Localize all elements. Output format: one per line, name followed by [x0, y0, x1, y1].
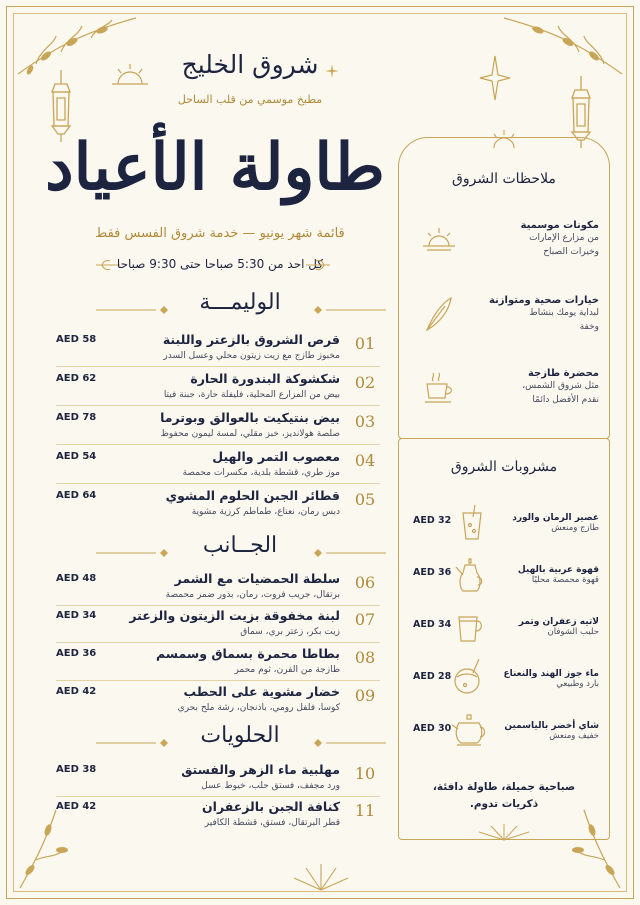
- drink-price: AED 28: [413, 671, 452, 682]
- section-title-desserts: الحلويات: [200, 723, 280, 748]
- item-description: صلصة هولانديز، خبز مقلي، لمسة ليمون محفوظ: [160, 429, 340, 439]
- drink-description: حليب الشوفان: [547, 627, 599, 637]
- sunrise-icon: [112, 62, 148, 86]
- offer-line: قائمة شهر يونيو — خدمة شروق الفسس فقط: [95, 226, 345, 241]
- item-description: دبس رمان، نعناع، طماطم كرزية مشوية: [191, 507, 340, 517]
- drink-item: [413, 617, 599, 657]
- item-description: موز طري، قشطة بلدية، مكسرات محمصة: [182, 468, 340, 478]
- drink-text: [499, 617, 599, 637]
- drink-name: ماء جوز الهند والنعناع: [503, 669, 599, 679]
- item-number: 05: [354, 490, 376, 509]
- notes-title: ملاحظات الشروق: [452, 171, 556, 187]
- drink-item: [413, 513, 599, 553]
- drink-name: قهوة عربية بالهيل: [517, 565, 599, 575]
- restaurant-tagline: مطبخ موسمي من قلب الساحل: [177, 93, 323, 106]
- item-name: سلطة الحمضيات مع الشمر: [174, 571, 340, 586]
- item-number: 04: [354, 451, 376, 470]
- closing-line: صباحية جميلة، طاولة دافئة،: [432, 781, 576, 793]
- item-number: 08: [354, 648, 376, 667]
- item-divider: [56, 796, 380, 797]
- item-price: AED 64: [56, 490, 97, 501]
- drink-text: [499, 565, 599, 585]
- item-price: AED 38: [56, 764, 97, 775]
- item-divider: [56, 605, 380, 606]
- section-title-feast: الوليمـــة: [199, 290, 281, 315]
- drink-description: بارد وطبيعي: [556, 679, 599, 689]
- item-name: قرص الشروق بالزعتر واللبنة: [162, 332, 340, 347]
- drink-price: AED 32: [413, 515, 452, 526]
- item-description: طازجة من الفرن، ثوم محمر: [234, 665, 340, 675]
- note-title: محضرة طازجة: [527, 368, 599, 379]
- item-name: قطائر الجبن الحلوم المشوي: [165, 488, 340, 503]
- sunburst-icon: [469, 822, 539, 840]
- teapot-icon: [451, 713, 487, 747]
- item-name: لبنة مخفوقة بزيت الزيتون والزعتر: [129, 608, 340, 623]
- drink-item: [413, 721, 599, 761]
- service-hours: كل احد من 5:30 صباحا حتى 9:30 صباحا: [116, 257, 324, 271]
- menu-item: [40, 646, 380, 686]
- sunrise-icon: [489, 130, 519, 150]
- coffee-pot-icon: [455, 557, 485, 593]
- sunrise-icon: [423, 226, 455, 252]
- item-number: 02: [354, 373, 376, 392]
- note-desc: مثل شروق الشمس،: [522, 381, 599, 391]
- item-description: كوسا، فلفل رومي، باذنجان، رشة ملح بحري: [177, 703, 340, 713]
- drink-price: AED 34: [413, 619, 452, 630]
- item-divider: [56, 444, 380, 445]
- item-number: 03: [354, 412, 376, 431]
- note-desc: وخفة: [579, 322, 599, 332]
- floral-corner-icon: [494, 14, 624, 124]
- drink-name: لاتيه زعفران وتمر: [518, 617, 599, 627]
- menu-item: [40, 571, 380, 611]
- closing-line: ذكريات تدوم.: [469, 798, 539, 810]
- item-description: ورد مجفف، فستق حلب، خيوط عسل: [201, 781, 340, 791]
- juice-glass-icon: [459, 505, 485, 541]
- drink-description: قهوة محمصة محليًا: [531, 575, 599, 585]
- note-desc: من مزارع الإمارات: [529, 233, 599, 243]
- star-icon: [480, 56, 510, 100]
- note-item: [479, 368, 599, 407]
- coffee-cup-icon: [423, 372, 457, 406]
- item-name: مهلبية ماء الزهر والفستق: [181, 762, 340, 777]
- item-price: AED 36: [56, 648, 97, 659]
- item-description: بيض من المزارع المحلية، فليفلة حارة، جبنة فيتا: [163, 390, 340, 400]
- drink-description: طازج ومنعش: [551, 523, 599, 533]
- note-desc: لبداية يومك بنشاط: [529, 308, 599, 318]
- menu-item: [40, 684, 380, 724]
- item-number: 07: [354, 610, 376, 629]
- item-name: بطاطا محمرة بسماق وسمسم: [156, 646, 340, 661]
- menu-item: [40, 332, 380, 372]
- drinks-panel: [398, 438, 610, 840]
- item-number: 09: [354, 686, 376, 705]
- drink-item: [413, 669, 599, 709]
- menu-item: [40, 371, 380, 411]
- item-description: مخبوز طازج مع زيت زيتون محلي وعسل السدر: [163, 351, 340, 361]
- item-price: AED 58: [56, 334, 97, 345]
- item-name: شكشوكة البندورة الحارة: [190, 371, 340, 386]
- leaf-icon: [423, 296, 453, 332]
- item-description: قطر البرتقال، فستق، قشطة الكافير: [204, 818, 340, 828]
- section-title-sides: الجــانب: [202, 533, 278, 558]
- note-title: مكونات موسمية: [520, 220, 599, 231]
- item-divider: [56, 642, 380, 643]
- sparkle-icon: [325, 64, 339, 78]
- item-number: 10: [354, 764, 376, 783]
- item-number: 11: [354, 801, 376, 820]
- drink-text: [499, 721, 599, 741]
- item-price: AED 62: [56, 373, 97, 384]
- item-description: برتقال، جريب فروت، رمان، بذور ضمر محمصة: [165, 590, 340, 600]
- closing-message: [399, 779, 609, 813]
- sunburst-icon: [286, 860, 356, 890]
- drink-item: [413, 565, 599, 605]
- drink-price: AED 36: [413, 567, 452, 578]
- item-price: AED 78: [56, 412, 97, 423]
- drink-name: شاي أخضر بالياسمين: [504, 721, 599, 731]
- item-number: 06: [354, 573, 376, 592]
- menu-item: [40, 488, 380, 528]
- item-name: كنافة الجبن بالزعفران: [202, 799, 340, 814]
- item-divider: [56, 366, 380, 367]
- item-price: AED 34: [56, 610, 97, 621]
- item-price: AED 42: [56, 801, 97, 812]
- note-title: خيارات صحية ومتوازنة: [488, 295, 599, 306]
- menu-item: [40, 608, 380, 648]
- item-name: معصوب التمر والهيل: [212, 449, 340, 464]
- drink-name: عصير الرمان والورد: [512, 513, 599, 523]
- menu-item: [40, 799, 380, 839]
- item-description: زيت بكر، زعتر بري، سماق: [240, 627, 340, 637]
- item-name: بيض بنتيكيت بالعوالق وبوترما: [160, 410, 340, 425]
- restaurant-name: شروق الخليج: [181, 50, 319, 79]
- item-divider: [56, 405, 380, 406]
- menu-item: [40, 410, 380, 450]
- coconut-icon: [453, 659, 485, 695]
- item-divider: [56, 680, 380, 681]
- item-price: AED 42: [56, 686, 97, 697]
- note-item: [479, 220, 599, 259]
- menu-title: طاولة الأعياد: [45, 130, 385, 205]
- item-name: خضار مشوية على الحطب: [183, 684, 340, 699]
- drink-text: [493, 669, 599, 689]
- note-desc: نقدم الأفضل دائمًا: [532, 395, 599, 405]
- drink-text: [499, 513, 599, 533]
- note-item: [469, 295, 599, 334]
- laurel-icon: [304, 258, 332, 272]
- item-divider: [56, 483, 380, 484]
- item-price: AED 54: [56, 451, 97, 462]
- drink-price: AED 30: [413, 723, 452, 734]
- notes-panel: [398, 137, 610, 439]
- menu-item: [40, 762, 380, 802]
- drink-description: خفيف ومنعش: [549, 731, 599, 741]
- latte-cup-icon: [455, 611, 485, 643]
- menu-item: [40, 449, 380, 489]
- item-price: AED 48: [56, 573, 97, 584]
- item-number: 01: [354, 334, 376, 353]
- note-desc: وخيرات الصباح: [543, 247, 599, 257]
- drinks-title: مشروبات الشروق: [450, 459, 558, 475]
